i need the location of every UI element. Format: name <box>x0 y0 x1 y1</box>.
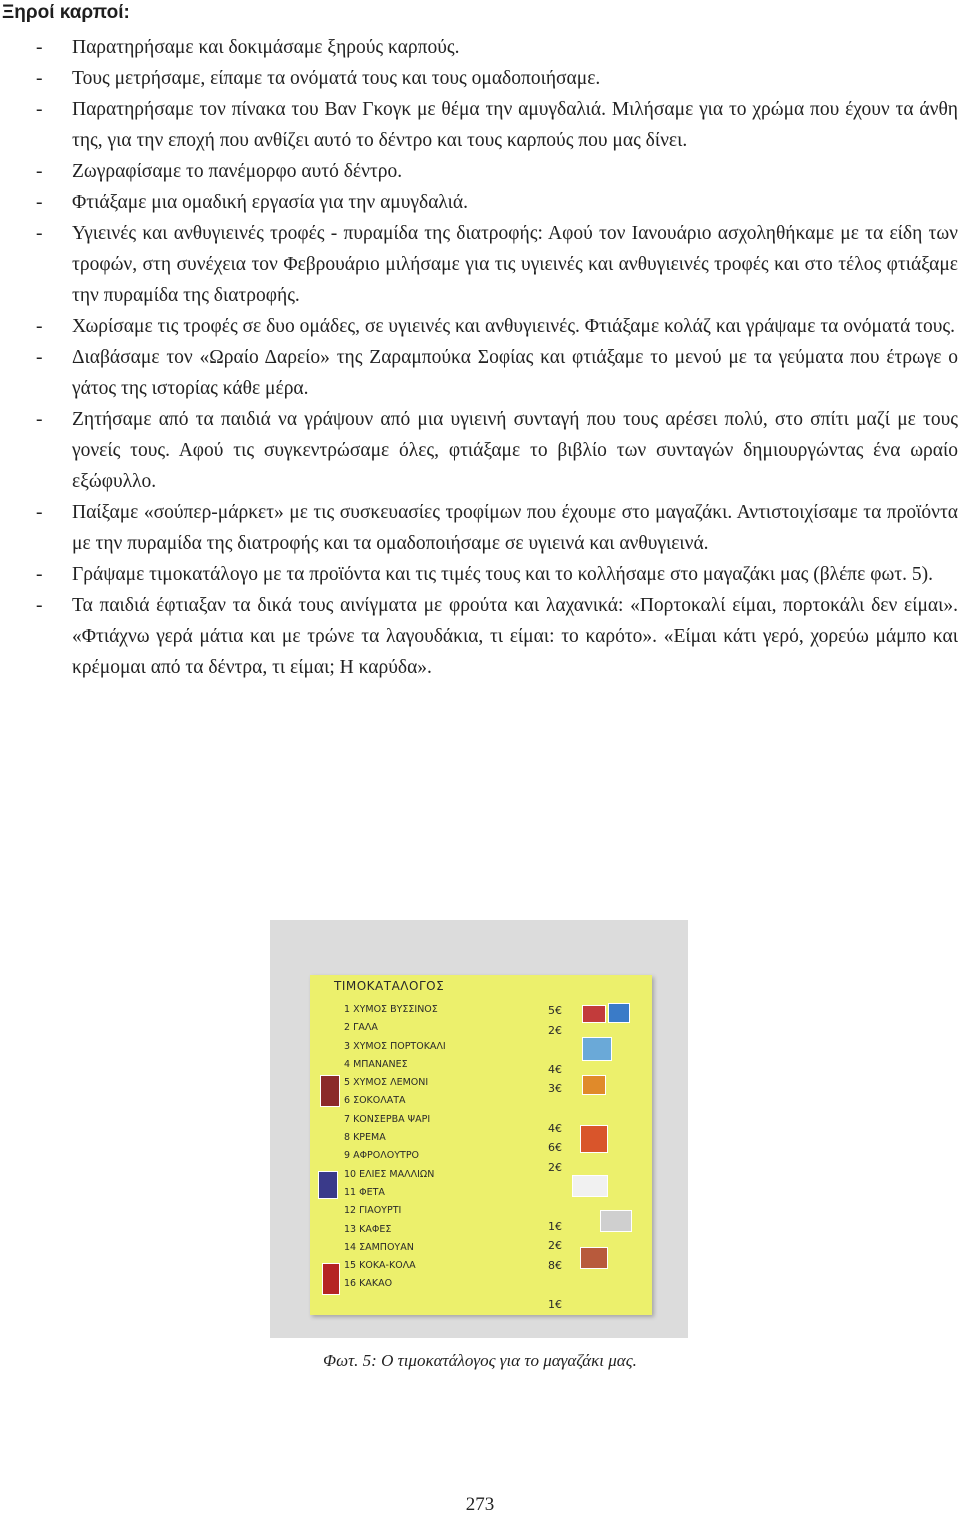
poster-price: 2€ <box>548 1023 562 1037</box>
poster-items <box>344 1001 544 1294</box>
product-sticker <box>580 1125 608 1153</box>
list-item <box>0 63 960 94</box>
list-item-text: Ζωγραφίσαμε το πανέμορφο αυτό δέντρο. <box>72 161 403 182</box>
bullet-dash: - <box>36 595 43 616</box>
activity-list <box>0 32 960 683</box>
poster-price <box>548 1197 562 1217</box>
poster-line: 11 ΦΕΤΑ <box>344 1186 385 1198</box>
poster-price <box>548 1040 562 1060</box>
list-item-text: Τους μετρήσαμε, είπαμε τα ονόματά τους και τους ομαδοποιήσαμε. <box>72 68 601 89</box>
bullet-dash: - <box>36 99 43 120</box>
poster-price: 1€ <box>548 1297 562 1311</box>
poster-line: 16 ΚΑΚΑΟ <box>344 1278 393 1290</box>
product-sticker <box>600 1210 632 1232</box>
poster-line: 8 ΚΡΕΜΑ <box>344 1132 386 1144</box>
product-sticker <box>582 1037 612 1061</box>
poster-line: 5 ΧΥΜΟΣ ΛΕΜΟΝΙ <box>344 1077 429 1089</box>
product-sticker <box>320 1075 340 1107</box>
bullet-dash: - <box>36 161 43 182</box>
poster-line: 10 ΕΛΙΕΣ ΜΑΛΛΙΩΝ <box>344 1168 435 1180</box>
poster-line: 4 ΜΠΑΝΑΝΕΣ <box>344 1058 408 1070</box>
list-item <box>0 342 960 404</box>
list-item-text: Χωρίσαμε τις τροφές σε δυο ομάδες, σε υγιεινές και ανθυγιεινές. Φτιάξαμε κολάζ και γράψαμε τα ονόματά τους. <box>72 316 955 337</box>
poster-price: 1€ <box>548 1219 562 1233</box>
page-number: 273 <box>465 1494 495 1515</box>
list-item <box>0 187 960 218</box>
poster-price: 2€ <box>548 1239 562 1253</box>
poster-line: 6 ΣΟΚΟΛΑΤΑ <box>344 1095 406 1107</box>
poster-price <box>548 1177 562 1197</box>
list-item-text: Παρατηρήσαμε τον πίνακα του Βαν Γκογκ με θέμα την αμυγδαλιά. Μιλήσαμε για το χρώμα που έχουν τα άνθη της, για την εποχή που ανθίζει αυτό το δέντρο και τους καρπούς που μας δίνει. <box>72 99 958 151</box>
list-item-text: Φτιάξαμε μια ομαδική εργασία για την αμυγδαλιά. <box>72 192 468 213</box>
list-item <box>0 156 960 187</box>
poster-line: 3 ΧΥΜΟΣ ΠΟΡΤΟΚΑΛΙ <box>344 1040 446 1052</box>
list-item-text: Ζητήσαμε από τα παιδιά να γράψουν από μια υγιεινή συνταγή που τους αρέσει πολύ, στο σπίτι μαζί με τους γονείς τους. Αφού τις συγκεντρώσαμε όλες, φτιάξαμε το βιβλίο των συνταγών δημιουργώντας ένα ωραίο εξώφυλλο. <box>72 409 958 492</box>
product-sticker <box>318 1171 338 1199</box>
poster-price <box>548 1099 562 1119</box>
product-sticker <box>572 1175 608 1197</box>
bullet-dash: - <box>36 37 43 58</box>
product-sticker <box>322 1263 340 1295</box>
section-heading: Ξηροί καρποί: <box>2 2 130 23</box>
product-sticker <box>582 1005 606 1023</box>
poster-line: 12 ΓΙΑΟΥΡΤΙ <box>344 1205 402 1217</box>
poster-line: 2 ΓΑΛΑ <box>344 1022 378 1034</box>
poster-price: 4€ <box>548 1062 562 1076</box>
poster-price: 5€ <box>548 1004 562 1017</box>
bullet-dash: - <box>36 502 43 523</box>
poster-line: 7 ΚΟΝΣΕΡΒΑ ΨΑΡΙ <box>344 1113 431 1125</box>
poster-price <box>548 1275 562 1295</box>
figure-caption: Φωτ. 5: Ο τιμοκατάλογος για το μαγαζάκι μας. <box>323 1351 637 1370</box>
list-item-text: Παίξαμε «σούπερ-μάρκετ» με τις συσκευασίες τροφίμων που έχουμε στο μαγαζάκι. Αντιστοιχίσαμε τα προϊόντα με την πυραμίδα της διατροφής και τα ομαδοποιήσαμε σε υγιεινά και ανθυγιεινά. <box>72 502 958 554</box>
list-item-text: Τα παιδιά έφτιαξαν τα δικά τους αινίγματα με φρούτα και λαχανικά: «Πορτοκαλί είμαι, πορτοκάλι δεν είμαι». «Φτιάχνω γερά μάτια και με τρώνε τα λαγουδάκια, τι είμαι: το καρότο». «Είμαι κάτι γερό, χορεύω μάμπο και κρέμομαι από τα δέντρα, τι είμαι; Η καρύδα». <box>72 595 958 678</box>
poster-prices <box>548 1001 562 1315</box>
price-list-poster <box>310 975 652 1315</box>
price-list-photo <box>270 920 688 1338</box>
list-item <box>0 311 960 342</box>
bullet-dash: - <box>36 316 43 337</box>
poster-line: 14 ΣΑΜΠΟΥΑΝ <box>344 1241 414 1253</box>
product-sticker <box>582 1075 606 1095</box>
poster-price: 3€ <box>548 1082 562 1096</box>
bullet-dash: - <box>36 192 43 213</box>
poster-price: 4€ <box>548 1121 562 1135</box>
product-sticker <box>608 1003 630 1023</box>
bullet-dash: - <box>36 564 43 585</box>
list-item <box>0 94 960 156</box>
poster-line: 1 ΧΥΜΟΣ ΒΥΣΣΙΝΟΣ <box>344 1004 438 1015</box>
product-sticker <box>580 1247 608 1269</box>
poster-price: 8€ <box>548 1258 562 1272</box>
list-item <box>0 590 960 683</box>
list-item-text: Διαβάσαμε τον «Ωραίο Δαρείο» της Ζαραμπούκα Σοφίας και φτιάξαμε το μενού με τα γεύματα που έτρωγε ο γάτος της ιστορίας κάθε μέρα. <box>72 347 958 399</box>
list-item <box>0 32 960 63</box>
list-item-text: Υγιεινές και ανθυγιεινές τροφές - πυραμίδα της διατροφής: Αφού τον Ιανουάριο ασχοληθήκαμε με τα είδη των τροφών, στη συνέχεια τον Φεβρουάριο μιλήσαμε για τις υγιεινές και ανθυγιεινές τροφές και στο τέλος φτιάξαμε την πυραμίδα της διατροφής. <box>72 223 958 306</box>
poster-line: 15 ΚΟΚΑ-ΚΟΛΑ <box>344 1260 416 1272</box>
list-item <box>0 559 960 590</box>
bullet-dash: - <box>36 347 43 368</box>
list-item-text: Γράψαμε τιμοκατάλογο με τα προϊόντα και τις τιμές τους και το κολλήσαμε στο μαγαζάκι μας (βλέπε φωτ. 5). <box>72 564 933 585</box>
bullet-dash: - <box>36 409 43 430</box>
list-item <box>0 218 960 311</box>
bullet-dash: - <box>36 68 43 89</box>
poster-price: 6€ <box>548 1141 562 1155</box>
list-item <box>0 497 960 559</box>
list-item <box>0 404 960 497</box>
poster-title: ΤΙΜΟΚΑΤΑΛΟΓΟΣ <box>334 979 445 993</box>
poster-line: 13 ΚΑΦΕΣ <box>344 1223 392 1235</box>
bullet-dash: - <box>36 223 43 244</box>
poster-line: 9 ΑΦΡΟΛΟΥΤΡΟ <box>344 1150 420 1162</box>
list-item-text: Παρατηρήσαμε και δοκιμάσαμε ξηρούς καρπούς. <box>72 37 460 58</box>
poster-price: 2€ <box>548 1160 562 1174</box>
